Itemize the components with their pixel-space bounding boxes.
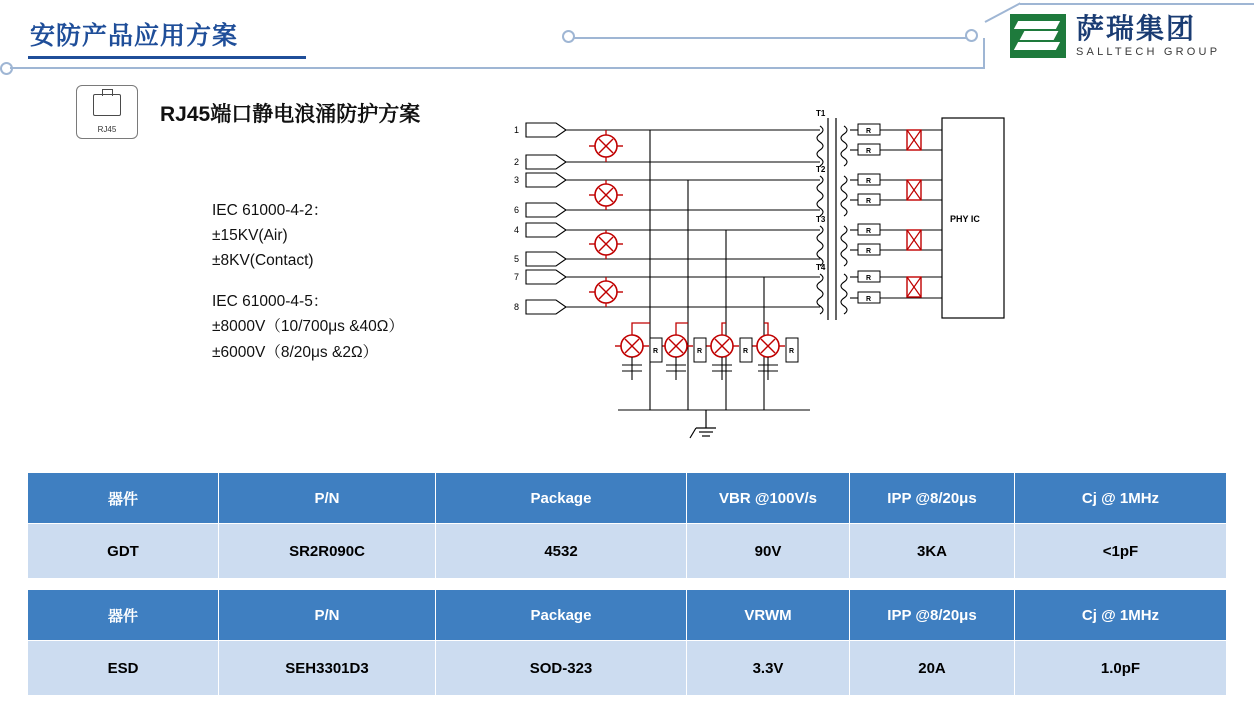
deco-line-top <box>1020 3 1254 5</box>
svg-text:7: 7 <box>514 272 520 282</box>
svg-text:3: 3 <box>514 175 520 185</box>
cell-pn: SEH3301D3 <box>219 641 436 696</box>
cell-device: ESD <box>28 641 219 696</box>
svg-text:R: R <box>697 348 703 355</box>
cell-cj: <1pF <box>1015 524 1227 579</box>
gdt-spec-table <box>27 472 1227 579</box>
svg-text:R: R <box>866 296 872 303</box>
cell-ipp: 20A <box>850 641 1015 696</box>
column-header-vbr: VBR @100V/s <box>687 473 850 524</box>
rj45-port-icon <box>76 85 138 139</box>
page-title: 安防产品应用方案 <box>30 22 239 50</box>
spec-line-1: IEC 61000-4-2： <box>212 202 329 219</box>
cell-pn: SR2R090C <box>219 524 436 579</box>
svg-text:R: R <box>866 275 872 282</box>
svg-text:R: R <box>866 148 872 155</box>
svg-text:R: R <box>653 348 659 355</box>
table-row <box>28 524 1227 579</box>
column-header-package: Package <box>436 473 687 524</box>
column-header-vrwm: VRWM <box>687 590 850 641</box>
column-header-device: 器件 <box>28 473 219 524</box>
svg-text:R: R <box>866 228 872 235</box>
esd-spec-table <box>27 589 1227 696</box>
spec-line-6: ±6000V（8/20μs &2Ω） <box>212 343 379 361</box>
spec-text-block <box>212 198 404 365</box>
spec-line-4: IEC 61000-4-5： <box>212 293 329 311</box>
protection-circuit-schematic <box>510 110 1030 455</box>
svg-text:4: 4 <box>514 225 520 235</box>
spec-line-3: ±8KV(Contact) <box>212 252 314 270</box>
deco-line-lower <box>10 67 985 69</box>
phy-ic-label: PHY IC <box>950 214 980 224</box>
svg-text:2: 2 <box>514 157 520 167</box>
spec-line-5: ±8000V（10/700μs &40Ω） <box>212 318 404 336</box>
table-header-row <box>28 590 1227 641</box>
deco-circle-right <box>562 30 575 43</box>
column-header-pn: P/N <box>219 473 436 524</box>
logo-text <box>1076 14 1220 57</box>
column-header-device: 器件 <box>28 590 219 641</box>
spec-gap <box>212 273 404 289</box>
cell-device: GDT <box>28 524 219 579</box>
deco-line-upper <box>572 37 967 39</box>
column-header-ipp: IPP @8/20μs <box>850 473 1015 524</box>
svg-text:8: 8 <box>514 302 520 312</box>
table-header-row <box>28 473 1227 524</box>
cell-package: 4532 <box>436 524 687 579</box>
table-row <box>28 641 1227 696</box>
column-header-ipp: IPP @8/20μs <box>850 590 1015 641</box>
svg-text:T3: T3 <box>816 215 826 224</box>
svg-text:R: R <box>866 128 872 135</box>
logo-name-en: SALLTECH GROUP <box>1076 45 1221 58</box>
column-header-package: Package <box>436 590 687 641</box>
company-logo <box>1010 6 1246 66</box>
rj45-badge-label: RJ45 <box>97 125 117 134</box>
column-header-cj: Cj @ 1MHz <box>1015 590 1227 641</box>
cell-package: SOD-323 <box>436 641 687 696</box>
section-heading: RJ45端口静电浪涌防护方案 <box>160 103 421 126</box>
cell-vrwm: 3.3V <box>687 641 850 696</box>
svg-text:R: R <box>789 348 795 355</box>
logo-name-cn: 萨瑞集团 <box>1076 13 1197 45</box>
column-header-cj: Cj @ 1MHz <box>1015 473 1227 524</box>
svg-text:T2: T2 <box>816 165 826 174</box>
cell-ipp: 3KA <box>850 524 1015 579</box>
svg-text:R: R <box>866 248 872 255</box>
logo-mark-icon <box>1010 14 1066 58</box>
svg-text:1: 1 <box>514 125 520 135</box>
cell-vbr: 90V <box>687 524 850 579</box>
rj45-jack-shape <box>93 94 121 116</box>
deco-line-vertical <box>983 38 985 69</box>
svg-text:R: R <box>866 178 872 185</box>
svg-text:R: R <box>866 198 872 205</box>
title-underline <box>28 56 306 59</box>
spec-line-2: ±15KV(Air) <box>212 227 288 245</box>
svg-text:5: 5 <box>514 254 520 264</box>
svg-text:6: 6 <box>514 205 520 215</box>
svg-text:T1: T1 <box>816 110 826 118</box>
svg-text:T4: T4 <box>816 263 826 272</box>
cell-cj: 1.0pF <box>1015 641 1227 696</box>
logo-mark-bar <box>1020 31 1059 40</box>
deco-circle-mid <box>965 29 978 42</box>
svg-text:R: R <box>743 348 749 355</box>
column-header-pn: P/N <box>219 590 436 641</box>
